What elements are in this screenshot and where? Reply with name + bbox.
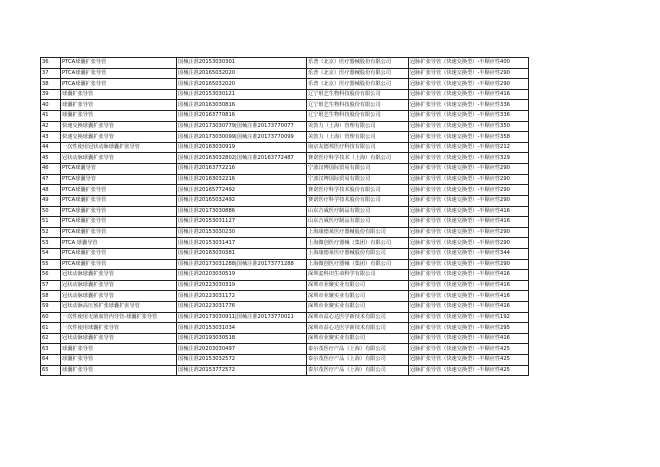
registration-number-cell: 国械注准20153030230 <box>177 227 307 238</box>
table-row <box>41 323 529 334</box>
table-row <box>41 195 529 206</box>
category-cell: 冠脉扩张导管（快速交换型）-半顺应性290 <box>409 238 529 249</box>
registration-number-cell: 国械注准20173030779|国械注准20173770077 <box>177 121 307 132</box>
category-cell: 冠脉扩张导管（快速交换型）-半顺应性290 <box>409 195 529 206</box>
product-name-cell: PTCA球囊导管 <box>61 164 177 175</box>
category-cell: 冠脉扩张导管（快速交换型）-半顺应性290 <box>409 227 529 238</box>
registration-number-cell: 国械注准20163030381 <box>177 248 307 259</box>
row-number-cell: 45 <box>41 153 61 164</box>
registration-number-cell: 国械注准20165772492 <box>177 185 307 196</box>
row-number-cell: 62 <box>41 333 61 344</box>
manufacturer-cell: 赛诺医疗科学技术股份有限公司 <box>307 195 409 206</box>
category-cell: 冠脉扩张导管（快速交换型）-半顺应性416 <box>409 333 529 344</box>
row-number-cell: 52 <box>41 227 61 238</box>
table-row <box>41 111 529 122</box>
registration-number-cell: 国械注准20223031172 <box>177 291 307 302</box>
product-name-cell: PTCA球囊扩张导管 <box>61 259 177 270</box>
product-name-cell: 球囊扩张导管 <box>61 355 177 366</box>
category-cell: 冠脉扩张导管（快速交换型）-半顺应性400 <box>409 58 529 69</box>
row-number-cell: 39 <box>41 89 61 100</box>
table-row <box>41 58 529 69</box>
product-name-cell: 球囊扩张导管 <box>61 344 177 355</box>
row-number-cell: 44 <box>41 142 61 153</box>
product-name-cell: PTCA球囊扩张导管 <box>61 227 177 238</box>
table-row <box>41 333 529 344</box>
product-name-cell: PTCA球囊扩张导管 <box>61 206 177 217</box>
manufacturer-cell: 深圳市业聚实业有限公司 <box>307 291 409 302</box>
category-cell: 冠脉扩张导管（快速交换型）-半顺应性290 <box>409 79 529 90</box>
category-cell: 冠脉扩张导管（快速交换型）-半顺应性192 <box>409 312 529 323</box>
manufacturer-cell: 美敦力（上海）管理有限公司 <box>307 121 409 132</box>
category-cell: 冠脉扩张导管（快速交换型）-半顺应性358 <box>409 132 529 143</box>
category-cell: 冠脉扩张导管（快速交换型）-半顺应性416 <box>409 217 529 228</box>
manufacturer-cell: 辽宁垠艺生物科技股份有限公司 <box>307 100 409 111</box>
manufacturer-cell: 南京友德邦医疗科技有限公司 <box>307 142 409 153</box>
category-cell: 冠脉扩张导管（快速交换型）-半顺应性416 <box>409 280 529 291</box>
registration-number-cell: 国械注准20203030497 <box>177 344 307 355</box>
table-row <box>41 174 529 185</box>
product-name-cell: 球囊扩张导管 <box>61 111 177 122</box>
category-cell: 冠脉扩张导管（快速交换型）-半顺应性416 <box>409 89 529 100</box>
manufacturer-cell: 美敦力（上海）管理有限公司 <box>307 132 409 143</box>
table-row <box>41 238 529 249</box>
manufacturer-cell: 上海康德莱医疗器械股份有限公司 <box>307 248 409 259</box>
manufacturer-cell: 乐普（北京）医疗器械股份有限公司 <box>307 79 409 90</box>
manufacturer-cell: 上海微创医疗器械（集团）有限公司 <box>307 238 409 249</box>
table-row <box>41 280 529 291</box>
table-row <box>41 206 529 217</box>
row-number-cell: 42 <box>41 121 61 132</box>
product-name-cell: 一次性使用冠状动脉球囊扩张导管 <box>61 142 177 153</box>
manufacturer-cell: 深圳市益心达医学新技术有限公司 <box>307 312 409 323</box>
registration-number-cell: 国械注准20153031417 <box>177 238 307 249</box>
product-name-cell: 球囊扩张导管 <box>61 100 177 111</box>
table-row <box>41 153 529 164</box>
table-row <box>41 227 529 238</box>
registration-number-cell: 国械注准20173030911|国械注准20173770011 <box>177 312 307 323</box>
row-number-cell: 41 <box>41 111 61 122</box>
row-number-cell: 60 <box>41 312 61 323</box>
row-number-cell: 53 <box>41 238 61 249</box>
product-name-cell: 冠状动脉球囊扩张导管 <box>61 280 177 291</box>
category-cell: 冠脉扩张导管（快速交换型）-半顺应性416 <box>409 291 529 302</box>
row-number-cell: 64 <box>41 355 61 366</box>
registration-number-cell: 国械注准20193030518 <box>177 333 307 344</box>
product-name-cell: PTCA球囊扩张导管 <box>61 79 177 90</box>
category-cell: 冠脉扩张导管（快速交换型）-半顺应性344 <box>409 248 529 259</box>
table-row <box>41 121 529 132</box>
row-number-cell: 61 <box>41 323 61 334</box>
registration-number-cell: 国械注准20163772216 <box>177 164 307 175</box>
category-cell: 冠脉扩张导管（快速交换型）-半顺应性290 <box>409 259 529 270</box>
product-name-cell: 一次性使用无菌血管内导管-球囊扩张导管 <box>61 312 177 323</box>
category-cell: 冠脉扩张导管（快速交换型）-半顺应性212 <box>409 142 529 153</box>
registration-number-cell: 国械注准20163032802|国械注准20163772487 <box>177 153 307 164</box>
product-name-cell: 冠状动脉球囊扩张导管 <box>61 333 177 344</box>
manufacturer-cell: 深圳市业聚实业有限公司 <box>307 333 409 344</box>
manufacturer-cell: 赛诺医疗科学技术股份有限公司 <box>307 185 409 196</box>
registration-number-cell: 国械注准20153031127 <box>177 217 307 228</box>
registration-number-cell: 国械注准20165032020 <box>177 79 307 90</box>
category-cell: 冠脉扩张导管（快速交换型）-半顺应性425 <box>409 365 529 376</box>
manufacturer-cell: 上海康德莱医疗器械股份有限公司 <box>307 227 409 238</box>
category-cell: 冠脉扩张导管（快速交换型）-半顺应性336 <box>409 111 529 122</box>
product-name-cell: PTCA球囊扩张导管 <box>61 58 177 69</box>
category-cell: 冠脉扩张导管（快速交换型）-半顺应性290 <box>409 185 529 196</box>
table-row <box>41 79 529 90</box>
registration-number-cell: 国械注准20153031034 <box>177 323 307 334</box>
manufacturer-cell: 宁波汉博国际贸易有限公司 <box>307 174 409 185</box>
row-number-cell: 49 <box>41 195 61 206</box>
registration-number-cell: 国械注准20163030816 <box>177 100 307 111</box>
row-number-cell: 46 <box>41 164 61 175</box>
row-number-cell: 47 <box>41 174 61 185</box>
row-number-cell: 48 <box>41 185 61 196</box>
manufacturer-cell: 深圳市业聚实业有限公司 <box>307 302 409 313</box>
category-cell: 冠脉扩张导管（快速交换型）-半顺应性416 <box>409 206 529 217</box>
category-cell: 冠脉扩张导管（快速交换型）-半顺应性350 <box>409 121 529 132</box>
registration-number-cell: 国械注准20153030301 <box>177 58 307 69</box>
category-cell: 冠脉扩张导管（快速交换型）-半顺应性425 <box>409 355 529 366</box>
row-number-cell: 58 <box>41 291 61 302</box>
table-row <box>41 68 529 79</box>
table-row <box>41 100 529 111</box>
table-row <box>41 248 529 259</box>
registration-number-cell: 国械注准20203030519 <box>177 270 307 281</box>
table-row <box>41 259 529 270</box>
row-number-cell: 57 <box>41 280 61 291</box>
registration-number-cell: 国械注准20153772572 <box>177 365 307 376</box>
row-number-cell: 65 <box>41 365 61 376</box>
manufacturer-cell: 泰尔茂医疗产品（上海）有限公司 <box>307 344 409 355</box>
table-row <box>41 312 529 323</box>
manufacturer-cell: 深圳市益心达医学新技术有限公司 <box>307 323 409 334</box>
manufacturer-cell: 乐普（北京）医疗器械股份有限公司 <box>307 68 409 79</box>
product-name-cell: 一次性使用球囊扩张导管 <box>61 323 177 334</box>
row-number-cell: 40 <box>41 100 61 111</box>
product-name-cell: PTCA球囊扩张导管 <box>61 195 177 206</box>
registration-number-cell: 国械注准20153032572 <box>177 355 307 366</box>
row-number-cell: 50 <box>41 206 61 217</box>
table-row <box>41 270 529 281</box>
product-name-cell: PTCA球囊导管 <box>61 174 177 185</box>
row-number-cell: 37 <box>41 68 61 79</box>
product-name-cell: PTCA球囊扩张导管 <box>61 68 177 79</box>
product-name-cell: PTCA球囊扩张导管 <box>61 248 177 259</box>
manufacturer-cell: 深圳市业聚实业有限公司 <box>307 280 409 291</box>
product-name-cell: 冠状动脉高压预扩张球囊扩张导管 <box>61 302 177 313</box>
table-row <box>41 365 529 376</box>
registration-number-cell: 国械注准20223031776 <box>177 302 307 313</box>
product-name-cell: PTCA球囊扩张导管 <box>61 217 177 228</box>
table-row <box>41 89 529 100</box>
table-row <box>41 132 529 143</box>
category-cell: 冠脉扩张导管（快速交换型）-半顺应性416 <box>409 302 529 313</box>
registration-number-cell: 国械注准20165032492 <box>177 195 307 206</box>
category-cell: 冠脉扩张导管（快速交换型）-半顺应性290 <box>409 68 529 79</box>
product-name-cell: 球囊扩张导管 <box>61 89 177 100</box>
registration-number-cell: 国械注准20223030319 <box>177 280 307 291</box>
category-cell: 冠脉扩张导管（快速交换型）-半顺应性295 <box>409 323 529 334</box>
table-row <box>41 164 529 175</box>
product-name-cell: PTCA球囊扩张导管 <box>61 185 177 196</box>
table-row <box>41 217 529 228</box>
product-name-cell: 冠状动脉球囊扩张导管 <box>61 270 177 281</box>
row-number-cell: 43 <box>41 132 61 143</box>
category-cell: 冠脉扩张导管（快速交换型）-半顺应性425 <box>409 344 529 355</box>
row-number-cell: 36 <box>41 58 61 69</box>
manufacturer-cell: 山东吉威医疗制品有限公司 <box>307 206 409 217</box>
registration-number-cell: 国械注准20173030886 <box>177 206 307 217</box>
manufacturer-cell: 深圳麦科田生命科学有限公司 <box>307 270 409 281</box>
registration-number-cell: 国械注准20153030121 <box>177 89 307 100</box>
category-cell: 冠脉扩张导管（快速交换型）-半顺应性329 <box>409 153 529 164</box>
row-number-cell: 38 <box>41 79 61 90</box>
category-cell: 冠脉扩张导管（快速交换型）-半顺应性290 <box>409 164 529 175</box>
table-row <box>41 185 529 196</box>
category-cell: 冠脉扩张导管（快速交换型）-半顺应性416 <box>409 270 529 281</box>
row-number-cell: 56 <box>41 270 61 281</box>
table-row <box>41 291 529 302</box>
registration-number-cell: 国械注准20165032020 <box>177 68 307 79</box>
product-name-cell: 冠状动脉球囊扩张导管 <box>61 291 177 302</box>
category-cell: 冠脉扩张导管（快速交换型）-半顺应性336 <box>409 100 529 111</box>
device-table <box>40 57 529 376</box>
registration-number-cell: 国械注准20163032216 <box>177 174 307 185</box>
row-number-cell: 59 <box>41 302 61 313</box>
category-cell: 冠脉扩张导管（快速交换型）-半顺应性290 <box>409 174 529 185</box>
manufacturer-cell: 上海微创医疗器械（集团）有限公司 <box>307 259 409 270</box>
table-row <box>41 355 529 366</box>
table-row <box>41 344 529 355</box>
registration-number-cell: 国械注准20163770816 <box>177 111 307 122</box>
registration-number-cell: 国械注准20173031288|国械注准20173771288 <box>177 259 307 270</box>
product-name-cell: 冠状动脉球囊扩张导管 <box>61 153 177 164</box>
row-number-cell: 54 <box>41 248 61 259</box>
device-table-sheet <box>40 57 528 376</box>
product-name-cell: 快速交换球囊扩张导管 <box>61 121 177 132</box>
manufacturer-cell: 乐普（北京）医疗器械股份有限公司 <box>307 58 409 69</box>
row-number-cell: 51 <box>41 217 61 228</box>
table-row <box>41 142 529 153</box>
product-name-cell: 快速交换球囊扩张导管 <box>61 132 177 143</box>
manufacturer-cell: 山东吉威医疗制品有限公司 <box>307 217 409 228</box>
product-name-cell: 球囊扩张导管 <box>61 365 177 376</box>
manufacturer-cell: 赛诺医疗科学技术（上海）有限公司 <box>307 153 409 164</box>
manufacturer-cell: 泰尔茂医疗产品（上海）有限公司 <box>307 365 409 376</box>
manufacturer-cell: 辽宁垠艺生物科技股份有限公司 <box>307 89 409 100</box>
manufacturer-cell: 辽宁垠艺生物科技股份有限公司 <box>307 111 409 122</box>
row-number-cell: 55 <box>41 259 61 270</box>
manufacturer-cell: 泰尔茂医疗产品（上海）有限公司 <box>307 355 409 366</box>
row-number-cell: 63 <box>41 344 61 355</box>
registration-number-cell: 国械注准20173030099|国械注准20173770099 <box>177 132 307 143</box>
manufacturer-cell: 宁波汉博国际贸易有限公司 <box>307 164 409 175</box>
registration-number-cell: 国械注准20163030919 <box>177 142 307 153</box>
product-name-cell: PTCA 球囊导管 <box>61 238 177 249</box>
device-table-body <box>41 58 529 376</box>
table-row <box>41 302 529 313</box>
